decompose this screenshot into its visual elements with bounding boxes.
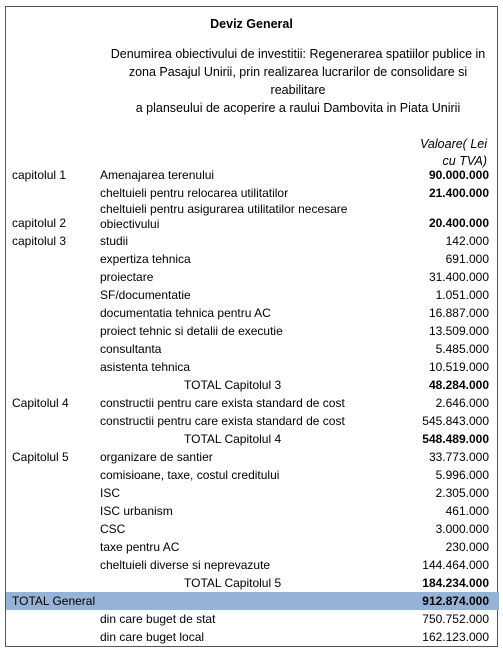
table-row xyxy=(6,184,499,202)
cost-value: 48.284.000 xyxy=(428,378,489,392)
cost-item-label: comisioane, taxe, costul creditului xyxy=(100,468,280,482)
cost-value: 3.000.000 xyxy=(435,522,489,536)
cost-item-label: constructii pentru care exista standard de cost xyxy=(100,414,345,428)
cost-item-label: asistenta tehnica xyxy=(100,360,191,374)
cost-value: 162.123.000 xyxy=(422,630,489,644)
cost-item-label: din care buget de stat xyxy=(100,612,216,626)
chapter-label: TOTAL General xyxy=(12,594,96,608)
budget-table xyxy=(6,166,499,646)
chapter-total-row xyxy=(6,430,499,448)
chapter-label: capitolul 2 xyxy=(12,216,67,230)
table-row xyxy=(6,250,499,268)
table-row xyxy=(6,340,499,358)
cost-value: 750.752.000 xyxy=(422,612,489,626)
cost-item-label: ISC urbanism xyxy=(100,504,173,518)
description-line: a planseului de acoperire a raului Dambovita in Piata Unirii xyxy=(135,101,461,115)
cost-value: 691.000 xyxy=(445,252,489,266)
table-row xyxy=(6,232,499,250)
description-line: zona Pasajul Unirii, prin realizarea lucrarilor de consolidare si reabilitare xyxy=(128,65,468,97)
cost-value: 912.874.000 xyxy=(422,594,489,608)
cost-value: 13.509.000 xyxy=(428,324,489,338)
cost-item-label: expertiza tehnica xyxy=(100,252,191,266)
cost-value: 5.996.000 xyxy=(435,468,489,482)
cost-value: 33.773.000 xyxy=(428,450,489,464)
table-row xyxy=(6,358,499,376)
cost-value: 230.000 xyxy=(445,540,489,554)
table-row xyxy=(6,556,499,574)
chapter-label: capitolul 1 xyxy=(12,168,67,182)
chapter-label: capitolul 3 xyxy=(12,234,67,248)
cost-value: 21.400.000 xyxy=(428,186,489,200)
cost-value: 16.887.000 xyxy=(428,306,489,320)
chapter-label: Capitolul 5 xyxy=(12,450,69,464)
table-row xyxy=(6,628,499,646)
cost-item-label: proiect tehnic si detalii de executie xyxy=(100,324,283,338)
cost-item-label: consultanta xyxy=(100,342,162,356)
table-row xyxy=(6,538,499,556)
value-column-header xyxy=(420,136,487,170)
value-header-line: Valoare( Lei xyxy=(420,137,487,151)
table-row xyxy=(6,202,499,232)
cost-item-label: ISC xyxy=(100,486,121,500)
chapter-total-label: TOTAL Capitolul 3 xyxy=(184,378,282,392)
cost-value: 2.646.000 xyxy=(435,396,489,410)
cost-item-label: SF/documentatie xyxy=(100,288,191,302)
cost-value: 144.464.000 xyxy=(422,558,489,572)
investment-description xyxy=(102,45,494,117)
table-row xyxy=(6,268,499,286)
cost-item-label: constructii pentru care exista standard de cost xyxy=(100,396,345,410)
cost-item-label: organizare de santier xyxy=(100,450,213,464)
grand-total-row xyxy=(6,592,499,610)
cost-item-label: din care buget local xyxy=(100,630,205,644)
chapter-total-label: TOTAL Capitolul 4 xyxy=(184,432,282,446)
table-row xyxy=(6,466,499,484)
cost-item-label xyxy=(100,202,347,232)
table-row xyxy=(6,412,499,430)
table-row xyxy=(6,484,499,502)
table-row xyxy=(6,520,499,538)
cost-value: 545.843.000 xyxy=(422,414,489,428)
table-row xyxy=(6,448,499,466)
cost-item-label: taxe pentru AC xyxy=(100,540,180,554)
cost-item-line: cheltuieli pentru asigurarea utilitatilor necesare xyxy=(100,202,348,216)
cost-value: 1.051.000 xyxy=(435,288,489,302)
cost-value: 2.305.000 xyxy=(435,486,489,500)
cost-item-line: obiectivului xyxy=(100,217,160,231)
cost-item-label: cheltuieli diverse si neprevazute xyxy=(100,558,271,572)
description-line: Denumirea obiectivului de investitii: Regenerarea spatiilor publice in xyxy=(110,47,486,61)
cost-item-label: proiectare xyxy=(100,270,154,284)
cost-item-label: studii xyxy=(100,234,129,248)
cost-value: 184.234.000 xyxy=(422,576,489,590)
value-header-line: cu TVA) xyxy=(442,154,487,168)
cost-value: 548.489.000 xyxy=(422,432,489,446)
document-title: Deviz General xyxy=(210,17,293,31)
table-row xyxy=(6,304,499,322)
cost-value: 142.000 xyxy=(445,234,489,248)
cost-value: 31.400.000 xyxy=(428,270,489,284)
cost-value: 5.485.000 xyxy=(435,342,489,356)
table-row xyxy=(6,166,499,184)
table-row xyxy=(6,394,499,412)
table-row xyxy=(6,502,499,520)
chapter-total-row xyxy=(6,376,499,394)
chapter-label: Capitolul 4 xyxy=(12,396,69,410)
chapter-total-row xyxy=(6,574,499,592)
cost-value: 461.000 xyxy=(445,504,489,518)
table-row xyxy=(6,322,499,340)
budget-sheet xyxy=(5,6,498,647)
table-row xyxy=(6,286,499,304)
cost-item-label: cheltuieli pentru relocarea utilitatilor xyxy=(100,186,289,200)
chapter-total-label: TOTAL Capitolul 5 xyxy=(184,576,282,590)
cost-item-label: documentatia tehnica pentru AC xyxy=(100,306,271,320)
cost-value: 90.000.000 xyxy=(428,168,489,182)
table-row xyxy=(6,610,499,628)
cost-value: 10.519.000 xyxy=(428,360,489,374)
cost-item-label: CSC xyxy=(100,522,126,536)
cost-item-label: Amenajarea terenului xyxy=(100,168,215,182)
cost-value: 20.400.000 xyxy=(428,216,489,230)
